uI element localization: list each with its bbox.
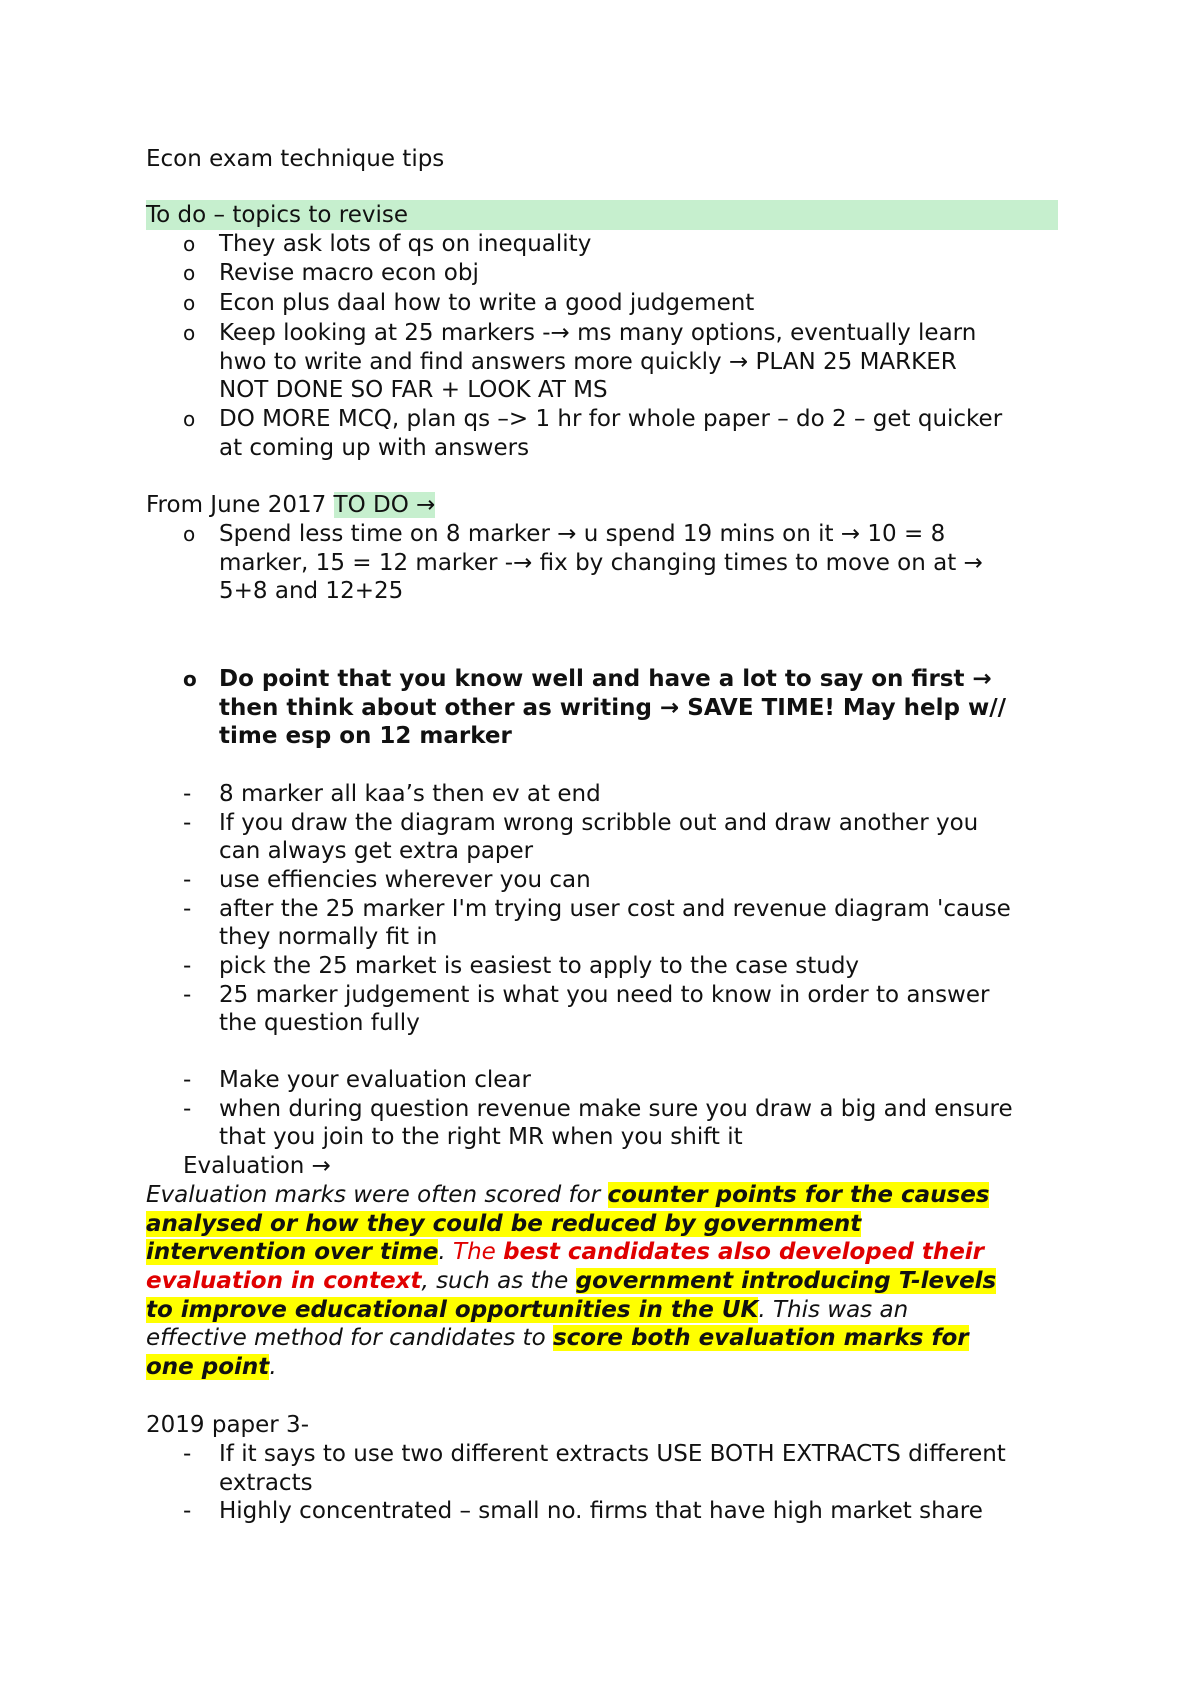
dash-item: pick the 25 market is easiest to apply to the case study [219, 953, 860, 979]
dash-item: Highly concentrated – small no. firms that have high market share [219, 1498, 983, 1524]
dash-item: 8 marker all kaa’s then ev at end [219, 781, 601, 807]
evaluation-text: . [438, 1239, 454, 1265]
dash-item-continued: they normally fit in [219, 924, 438, 950]
list-item-continued: hwo to write and find answers more quickly → PLAN 25 MARKER [219, 349, 957, 375]
evaluation-text: . [269, 1354, 277, 1380]
dash-item-continued: can always get extra paper [219, 838, 534, 864]
evaluation-highlight: analysed or how they could be reduced by government [146, 1211, 862, 1237]
evaluation-label: Evaluation → [183, 1153, 331, 1179]
bold-list-item-continued: time esp on 12 marker [219, 723, 512, 749]
evaluation-line [146, 1353, 277, 1381]
paper-2019-heading: 2019 paper 3- [146, 1412, 309, 1438]
bold-list-item-continued: then think about other as writing → SAVE TIME! May help w// [219, 695, 1006, 721]
bullet-icon: o [183, 667, 197, 691]
list-item-continued: at coming up with answers [219, 435, 530, 461]
dash-marker: - [183, 1067, 192, 1093]
evaluation-text: effective method for candidates to [146, 1325, 553, 1351]
list-item: Revise macro econ obj [219, 260, 479, 286]
dash-item: Make your evaluation clear [219, 1067, 531, 1093]
todo-heading: To do – topics to revise [146, 202, 408, 228]
evaluation-text: Evaluation marks were often scored for [146, 1182, 608, 1208]
dash-item-continued: extracts [219, 1470, 313, 1496]
june-heading [146, 491, 435, 519]
dash-marker: - [183, 1096, 192, 1122]
evaluation-red-bold-text: evaluation in context [146, 1268, 422, 1294]
evaluation-line [146, 1296, 908, 1324]
list-item: Spend less time on 8 marker → u spend 19 mins on it → 10 = 8 [219, 521, 946, 547]
bold-list-item: Do point that you know well and have a lot to say on first → [219, 666, 992, 692]
dash-item-continued: the question fully [219, 1010, 420, 1036]
evaluation-line [146, 1324, 969, 1352]
evaluation-line [146, 1267, 996, 1295]
dash-marker: - [183, 896, 192, 922]
evaluation-highlight: to improve educational opportunities in the UK [146, 1297, 759, 1323]
dash-marker: - [183, 810, 192, 836]
bullet-icon: o [183, 522, 196, 546]
dash-item-continued: that you join to the right MR when you shift it [219, 1124, 743, 1150]
list-item: DO MORE MCQ, plan qs –> 1 hr for whole paper – do 2 – get quicker [219, 406, 1003, 432]
list-item: Econ plus daal how to write a good judgement [219, 290, 755, 316]
dash-item: If you draw the diagram wrong scribble out and draw another you [219, 810, 979, 836]
dash-marker: - [183, 867, 192, 893]
evaluation-red-bold-text: best candidates also developed their [503, 1239, 985, 1265]
evaluation-highlight: government introducing T-levels [575, 1268, 997, 1294]
evaluation-highlight: one point [146, 1354, 270, 1380]
list-item-continued: NOT DONE SO FAR + LOOK AT MS [219, 377, 608, 403]
dash-marker: - [183, 953, 192, 979]
list-item-continued: marker, 15 = 12 marker -→ fix by changing times to move on at → [219, 550, 983, 576]
dash-item: If it says to use two different extracts USE BOTH EXTRACTS different [219, 1441, 1006, 1467]
dash-item: after the 25 marker I'm trying user cost and revenue diagram 'cause [219, 896, 1011, 922]
bullet-icon: o [183, 291, 196, 315]
dash-marker: - [183, 781, 192, 807]
evaluation-highlight: counter points for the causes [607, 1182, 990, 1208]
bullet-icon: o [183, 407, 196, 431]
list-item: Keep looking at 25 markers -→ ms many options, eventually learn [219, 320, 977, 346]
dash-item: use effiencies wherever you can [219, 867, 591, 893]
dash-marker: - [183, 1441, 192, 1467]
evaluation-line [146, 1181, 989, 1209]
evaluation-red-text: The [453, 1239, 504, 1265]
evaluation-line [146, 1210, 861, 1238]
evaluation-line [146, 1238, 984, 1266]
bullet-icon: o [183, 232, 196, 256]
list-item-continued: 5+8 and 12+25 [219, 578, 404, 604]
document-title: Econ exam technique tips [146, 146, 445, 172]
june-heading-text: From June 2017 [146, 492, 334, 518]
evaluation-highlight: score both evaluation marks for [552, 1325, 969, 1351]
dash-item: when during question revenue make sure you draw a big and ensure [219, 1096, 1013, 1122]
dash-marker: - [183, 982, 192, 1008]
list-item: They ask lots of qs on inequality [219, 231, 592, 257]
bullet-icon: o [183, 321, 196, 345]
bullet-icon: o [183, 261, 196, 285]
dash-marker: - [183, 1498, 192, 1524]
evaluation-highlight: intervention over time [146, 1239, 439, 1265]
dash-item: 25 marker judgement is what you need to know in order to answer [219, 982, 990, 1008]
evaluation-text: . This was an [758, 1297, 909, 1323]
june-heading-highlight: TO DO → [333, 492, 436, 518]
evaluation-text: , such as the [421, 1268, 576, 1294]
